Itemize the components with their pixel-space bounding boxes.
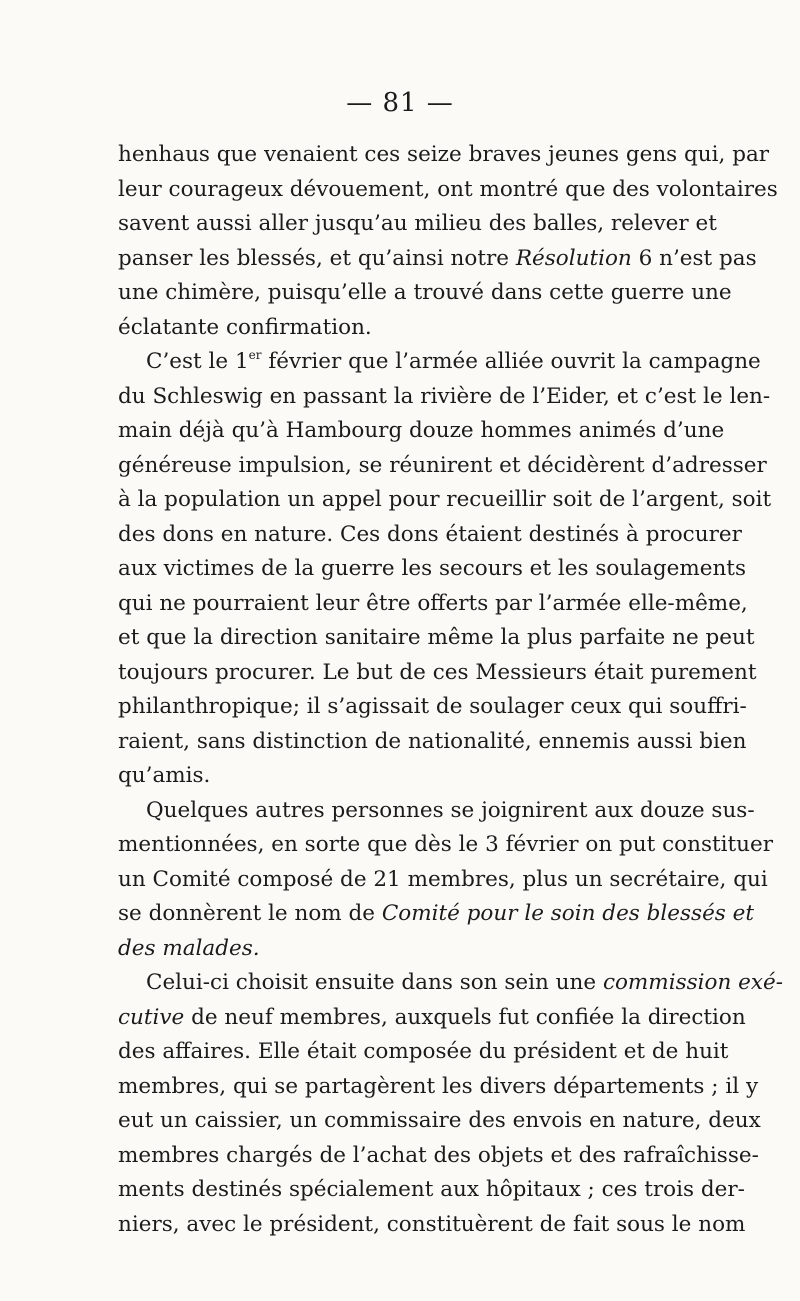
text-run: généreuse impulsion, se réunirent et décidèrent d’adresser (118, 452, 767, 478)
page-number: — 81 — (346, 88, 454, 118)
text-line (118, 138, 770, 173)
text-run: des dons en nature. Ces dons étaient destinés à procurer (118, 521, 742, 547)
text-run: eut un caissier, un commissaire des envois en nature, deux (118, 1108, 761, 1133)
text-run: Quelques autres personnes se joignirent aux douze sus- (146, 797, 755, 823)
text-line (118, 1070, 759, 1105)
text-run: toujours procurer. Le but de ces Messieurs était purement (118, 659, 757, 685)
text-run: savent aussi aller jusqu’au milieu des balles, relever et (118, 211, 717, 236)
text-line (118, 449, 767, 484)
text-line (118, 1035, 729, 1070)
text-run: leur courageux dévouement, ont montré que des volontaires (118, 176, 778, 202)
text-line (118, 725, 747, 760)
text-line (118, 621, 755, 656)
text-run: des affaires. Elle était composée du président et de huit (118, 1039, 729, 1064)
text-run: du Schleswig en passant la rivière de l’Eider, et c’est le len- (118, 383, 771, 409)
text-run: ments destinés spécialement aux hôpitaux ; ces trois der- (118, 1177, 745, 1202)
italic-run: Résolution (515, 245, 632, 271)
text-line (118, 1208, 746, 1243)
italic-run: commission exé- (602, 970, 783, 995)
superscript: er (248, 348, 262, 362)
text-run: 6 n’est pas (631, 245, 757, 271)
text-line (118, 932, 706, 967)
text-run: février que l’armée alliée ouvrit la campagne (261, 349, 761, 374)
text-run: niers, avec le président, constituèrent de fait sous le nom (118, 1211, 746, 1237)
text-line (118, 345, 761, 380)
text-line (118, 552, 746, 587)
text-line (118, 242, 757, 277)
text-run: de neuf membres, auxquels fut confiée la direction (184, 1004, 746, 1030)
italic-run: cutive (118, 1004, 185, 1030)
text-run: henhaus que venaient ces seize braves jeunes gens qui, par (118, 142, 770, 167)
text-line (118, 483, 772, 518)
text-run: aux victimes de la guerre les secours et les soulagements (118, 556, 746, 581)
text-line (118, 794, 755, 829)
text-run: un Comité composé de 21 membres, plus un secrétaire, qui (118, 866, 768, 892)
text-run: se donnèrent le nom de (118, 901, 382, 926)
text-run: C’est le 1 (146, 349, 249, 374)
text-line (118, 1173, 745, 1208)
text-line (118, 690, 747, 725)
text-run: Celui-ci choisit ensuite dans son sein une (146, 970, 603, 995)
text-run: éclatante confirmation. (118, 314, 372, 340)
text-run: philanthropique; il s’agissait de soulager ceux qui souffri- (118, 694, 747, 719)
text-line (118, 207, 717, 242)
italic-run: Comité pour le soin des blessés et (381, 901, 755, 926)
text-line (118, 1104, 761, 1139)
text-line (118, 276, 732, 311)
text-run: main déjà qu’à Hambourg douze hommes animés d’une (118, 418, 725, 443)
text-line (118, 414, 725, 449)
text-line (118, 656, 757, 691)
text-run: qu’amis. (118, 763, 211, 788)
text-line (118, 311, 706, 346)
text-line (118, 518, 742, 553)
text-run: à la population un appel pour recueillir soit de l’argent, soit (118, 487, 772, 512)
text-line (118, 966, 783, 1001)
text-run: et que la direction sanitaire même la plus parfaite ne peut (118, 625, 755, 650)
text-run: raient, sans distinction de nationalité, ennemis aussi bien (118, 728, 747, 754)
text-line (118, 759, 706, 794)
text-run: une chimère, puisqu’elle a trouvé dans cette guerre une (118, 280, 732, 305)
text-line (118, 587, 748, 622)
text-line (118, 863, 768, 898)
text-line (118, 828, 773, 863)
text-line (118, 1001, 746, 1036)
body-text (118, 138, 783, 1242)
text-line (118, 897, 755, 932)
text-run: membres, qui se partagèrent les divers départements ; il y (118, 1073, 759, 1099)
text-run: panser les blessés, et qu’ainsi notre (118, 245, 516, 271)
text-line (118, 380, 771, 415)
text-run: membres chargés de l’achat des objets et des rafraîchisse- (118, 1142, 759, 1168)
text-run: qui ne pourraient leur être offerts par l’armée elle-même, (118, 590, 748, 616)
italic-run: des malades. (118, 935, 260, 961)
text-line (118, 1139, 759, 1174)
text-run: mentionnées, en sorte que dès le 3 février on put constituer (118, 832, 773, 857)
text-line (118, 173, 778, 208)
